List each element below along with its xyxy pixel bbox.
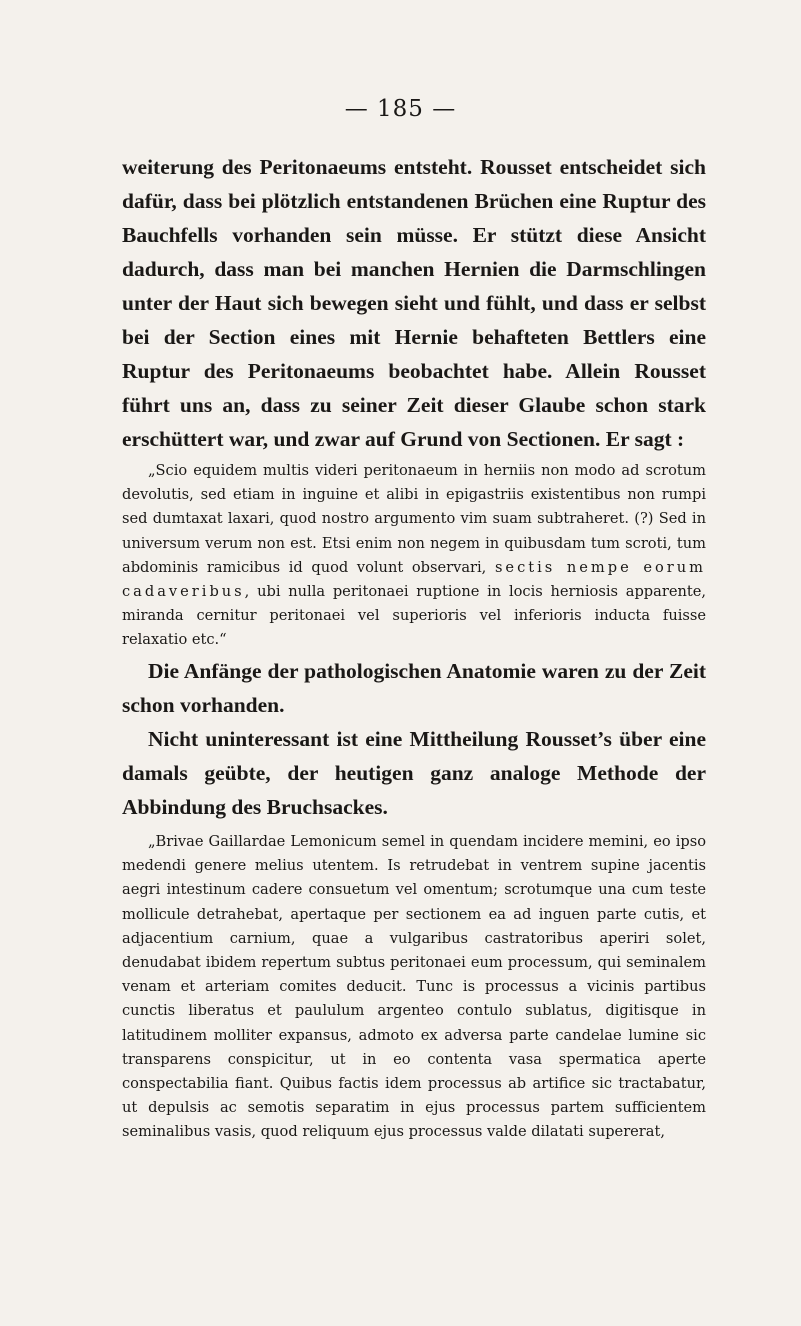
latin-quote-1-part-2: , ubi nulla peritonaei ruptione in locis herniosis apparente, miranda cernitur peritonaei vel superioris vel inferioris inducta fuisse relaxatio etc.“ — [122, 583, 706, 649]
german-paragraph-1: weiterung des Peritonaeums entsteht. Rousset entscheidet sich dafür, dass bei plötzlich entstandenen Brüchen eine Ruptur des Bauchfells vorhanden sein müsse. Er stützt diese Ansicht dadurch, dass man bei manchen Hernien die Darmschlingen unter der Haut sich bewegen sieht und fühlt, und dass er selbst bei der Section eines mit Hernie behafteten Bettlers eine Ruptur des Peritonaeums beobachtet habe. Allein Rousset führt uns an, dass zu seiner Zeit dieser Glaube schon stark erschüttert war, und zwar auf Grund von Sectionen. Er sagt : — [122, 155, 706, 451]
german-paragraph-2: Die Anfänge der pathologischen Anatomie waren zu der Zeit schon vorhanden. — [122, 659, 706, 717]
latin-quote-1-part-1: „Scio equidem multis videri peritonaeum in herniis non modo ad scrotum devolutis, sed etiam in inguine et alibi in epigastriis existentibus non rumpi sed dumtaxat laxari, quod nostro argumento vim suam subtraheret. (?) Sed in universum verum non est. Etsi enim non negem in quibusdam tum scroti, tum abdominis ramicibus id quod volunt observari, — [122, 462, 706, 576]
latin-quote-2: „Brivae Gaillardae Lemonicum semel in quendam incidere memini, eo ipso medendi genere melius utentem. Is retrudebat in ventrem supine jacentis aegri intestinum cadere consuetum vel omentum; scrotumque una cum teste mollicule detrahebat, apertaque per sectionem ea ad inguen parte cutis, et adjacentium carnium, quae a vulgaribus castratoribus aperiri solet, denudabat ibidem repertum subtus peritonaei eum processum, qui seminalem venam et arteriam comites deducit. Tunc is processus a vicinis partibus cunctis liberatus et paululum argenteo contulo sublatus, digitisque in latitudinem molliter expansus, admoto ex adversa parte candelae lumine sic transparens conspicitur, ut in eo contenta vasa spermatica aperte conspectabilia fiant. Quibus factis idem processus ab artifice sic tractabatur, ut depulsis ac semotis separatim in ejus processus partem sufficientem seminalibus vasis, quod reliquum ejus processus valde dilatati supererat, — [122, 833, 706, 1141]
latin-quote-1 — [122, 459, 706, 653]
german-paragraph-3: Nicht uninteressant ist eine Mittheilung Rousset’s über eine damals geübte, der heutigen ganz analoge Methode der Abbindung des Bruchsackes. — [122, 727, 706, 819]
latin-quote-1-spaced-text: sectis nempe eorum cadaveribus — [122, 558, 706, 601]
page-number: — 185 — — [344, 96, 457, 122]
